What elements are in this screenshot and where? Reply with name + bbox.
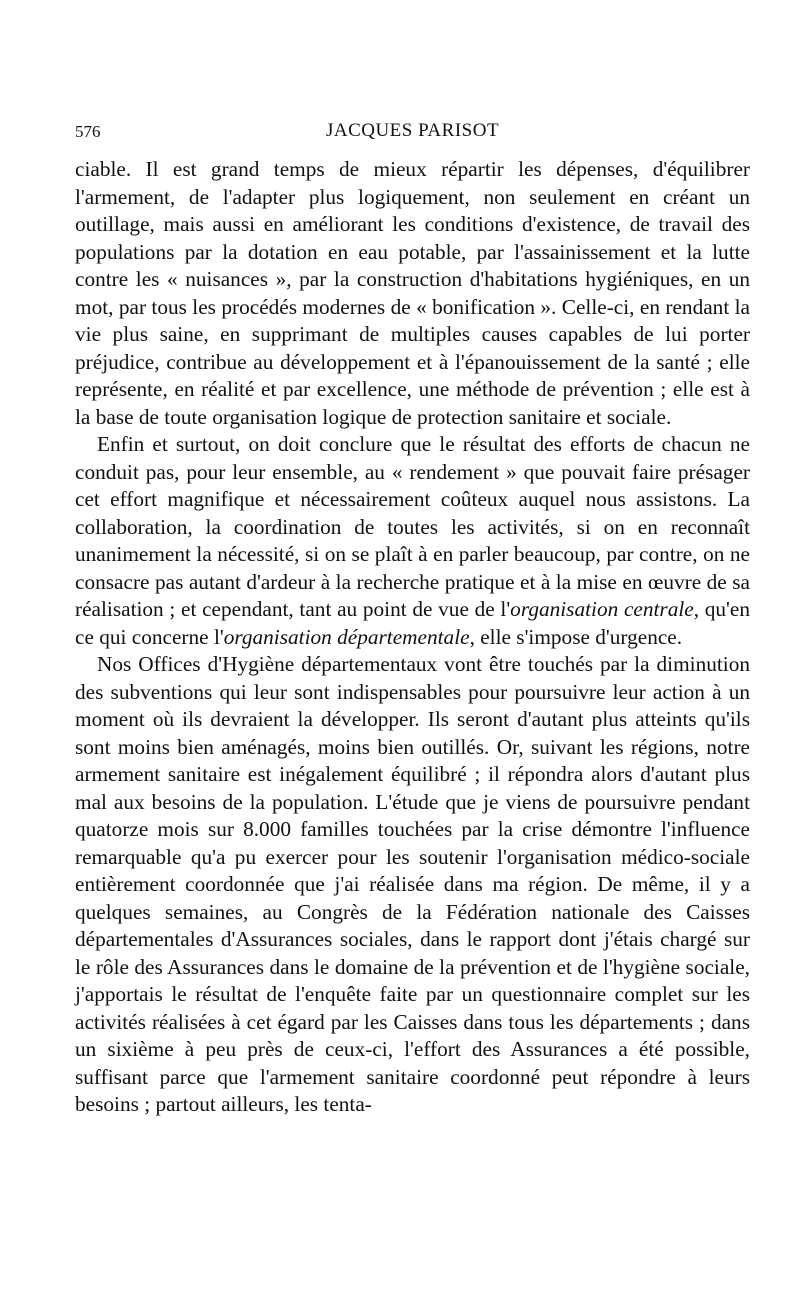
paragraph-3 [75,651,750,1119]
italic-organisation-centrale: organisation centrale [510,597,694,621]
paragraph-2-text-b: , qu'en ce qui concerne l' [75,597,750,649]
paragraph-3-text: Nos Offices d'Hygiène départementaux vont être touchés par la diminution des subventions qui leur sont indispensables pour poursuivre leur action à un moment où ils devraient la développer. Ils seront d'autant plus atteints qu'ils sont moins bien aménagés, moins bien outillés. Or, suivant les régions, notre armement sanitaire est inégalement équilibré ; il répondra alors d'autant plus mal aux besoins de la population. L'étude que je viens de poursuivre pendant quatorze mois sur 8.000 familles touchées par la crise démontre l'influence remarquable qu'a pu exercer pour les soutenir l'organisation médico-sociale entièrement coordonnée que j'ai réalisée dans ma région. De même, il y a quelques semaines, au Congrès de la Fédération nationale des Caisses départementales d'Assurances sociales, dans le rapport dont j'étais chargé sur le rôle des Assurances dans le domaine de la prévention et de l'hygiène sociale, j'apportais le résultat de l'enquête faite par un questionnaire complet sur les activités réalisées à cet égard par les Caisses dans tous les départements ; dans un sixième à peu près de ceux-ci, l'effort des Assurances a été possible, suffisant parce que l'armement sanitaire coordonné peut répondre à leurs besoins ; partout ailleurs, les tenta- [75,652,750,1116]
paragraph-2 [75,431,750,651]
body-text [75,156,750,1119]
running-title: JACQUES PARISOT [325,120,500,141]
paragraph-1-text: ciable. Il est grand temps de mieux répartir les dépenses, d'équilibrer l'armement, de l'adapter plus logiquement, non seulement en créant un outillage, mais aussi en améliorant les conditions d'existence, de travail des populations par la dotation en eau potable, par l'assainissement et la lutte contre les « nuisances », par la construction d'habitations hygiéniques, en un mot, par tous les procédés modernes de « bonification ». Celle-ci, en rendant la vie plus saine, en supprimant de multiples causes capables de lui porter préjudice, contribue au développement et à l'épanouissement de la santé ; elle représente, en réalité et par excellence, une méthode de prévention ; elle est à la base de toute organisation logique de protection sanitaire et sociale. [75,157,750,429]
book-page [75,118,750,1119]
paragraph-1 [75,156,750,431]
page-number: 576 [75,122,101,141]
italic-organisation-departementale: organisation départementale [223,624,470,649]
paragraph-2-text-c: , elle s'impose d'urgence. [469,624,683,649]
page-header [75,118,750,150]
paragraph-2-text-a: Enfin et surtout, on doit conclure que le résultat des efforts de chacun ne conduit pas, pour leur ensemble, au « rendement » que pouvait faire présager cet effort magnifique et nécessairement coûteux auquel nous assistons. La collaboration, la coordination de toutes les activités, si on en reconnaît unanimement la nécessité, si on se plaît à en parler beaucoup, par contre, on ne consacre pas autant d'ardeur à la recherche pratique et à la mise en œuvre de sa réalisation ; et cependant, tant au point de vue de l' [75,432,750,621]
